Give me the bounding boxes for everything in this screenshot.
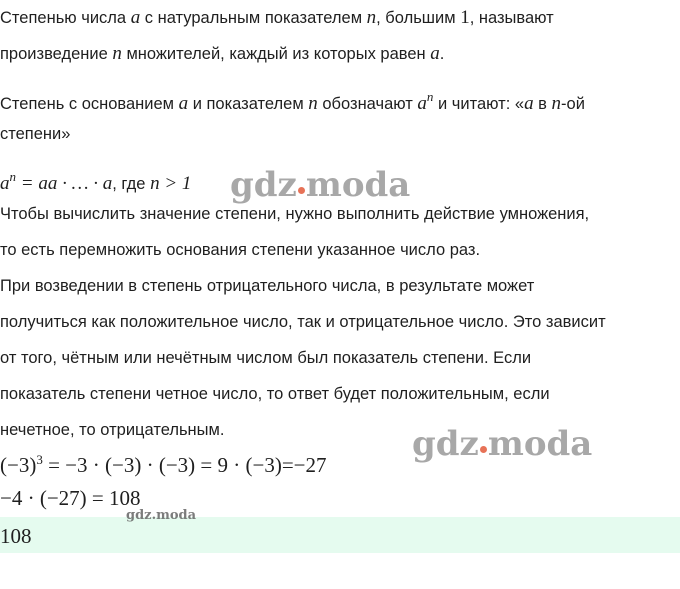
notation-line-2 <box>0 125 70 144</box>
eq-rest: = −3 · (−3) · (−3) = 9 · (−3)=−27 <box>42 453 327 477</box>
text: степени» <box>0 125 71 143</box>
text: в <box>533 95 552 113</box>
answer-value: 108 <box>0 524 32 548</box>
definition-line-2 <box>0 43 444 65</box>
watermark-text: moda <box>156 508 197 523</box>
watermark-logo <box>230 165 410 205</box>
watermark-logo <box>412 424 592 464</box>
var-a: a <box>130 7 141 28</box>
power-formula <box>0 169 191 195</box>
formula-rhs: = aa · … · a <box>16 173 113 194</box>
watermark-dot-icon <box>298 187 305 194</box>
watermark-dot-icon <box>480 446 487 453</box>
text: . <box>439 45 445 63</box>
text: Степенью числа <box>0 9 131 27</box>
formula-condition: n > 1 <box>150 173 192 194</box>
watermark-text: gdz <box>412 424 479 464</box>
var-n: n <box>366 7 377 28</box>
watermark-text: moda <box>305 165 411 205</box>
number-one: 1 <box>460 7 470 28</box>
eq-exponent: 3 <box>36 452 43 467</box>
var-n: n <box>308 93 318 114</box>
var-n: n <box>551 93 562 114</box>
text: , большим <box>376 9 461 27</box>
watermark-text: gdz <box>126 508 152 523</box>
definition-line-1 <box>0 7 554 29</box>
explanation-line-5: от того, чётным или нечётным числом был показатель степени. Если <box>0 349 532 367</box>
notation-line-1 <box>0 89 585 115</box>
var-n: n <box>112 43 122 64</box>
explanation-line-4: получиться как положительное число, так и отрицательное число. Это зависит <box>0 313 606 331</box>
text: обозначают <box>317 95 418 113</box>
text: множителей, каждый из которых равен <box>121 45 431 63</box>
var-a: a <box>178 93 189 114</box>
text: произведение <box>0 45 113 63</box>
answer-box <box>0 517 680 553</box>
watermark-logo-small: gdz.moda <box>126 508 197 523</box>
watermark-text: gdz <box>230 165 297 205</box>
exp-n: n <box>9 169 16 184</box>
explanation-line-7: нечетное, то отрицательным. <box>0 421 225 439</box>
text: , называют <box>469 9 554 27</box>
explanation-line-6: показатель степени четное число, то ответ будет положительным, если <box>0 385 550 403</box>
explanation-line-1: Чтобы вычислить значение степени, нужно выполнить действие умножения, <box>0 205 590 223</box>
var-a: a <box>0 173 10 194</box>
text: и показателем <box>188 95 309 113</box>
watermark-text: moda <box>487 424 593 464</box>
exp-n: n <box>426 89 434 104</box>
text: Степень с основанием <box>0 95 179 113</box>
text: , где <box>112 175 151 193</box>
var-a: a <box>417 93 427 114</box>
text: -ой <box>561 95 585 113</box>
text: с натуральным показателем <box>140 9 367 27</box>
eq-base: (−3) <box>0 453 37 477</box>
equation-2: −4 · (−27) = 108 <box>0 486 141 510</box>
text: и читают: « <box>433 95 525 113</box>
equation-1 <box>0 452 327 478</box>
var-a: a <box>524 93 534 114</box>
var-a: a <box>430 43 440 64</box>
explanation-line-2: то есть перемножить основания степени указанное число раз. <box>0 241 481 259</box>
explanation-line-3: При возведении в степень отрицательного числа, в результате может <box>0 277 535 295</box>
